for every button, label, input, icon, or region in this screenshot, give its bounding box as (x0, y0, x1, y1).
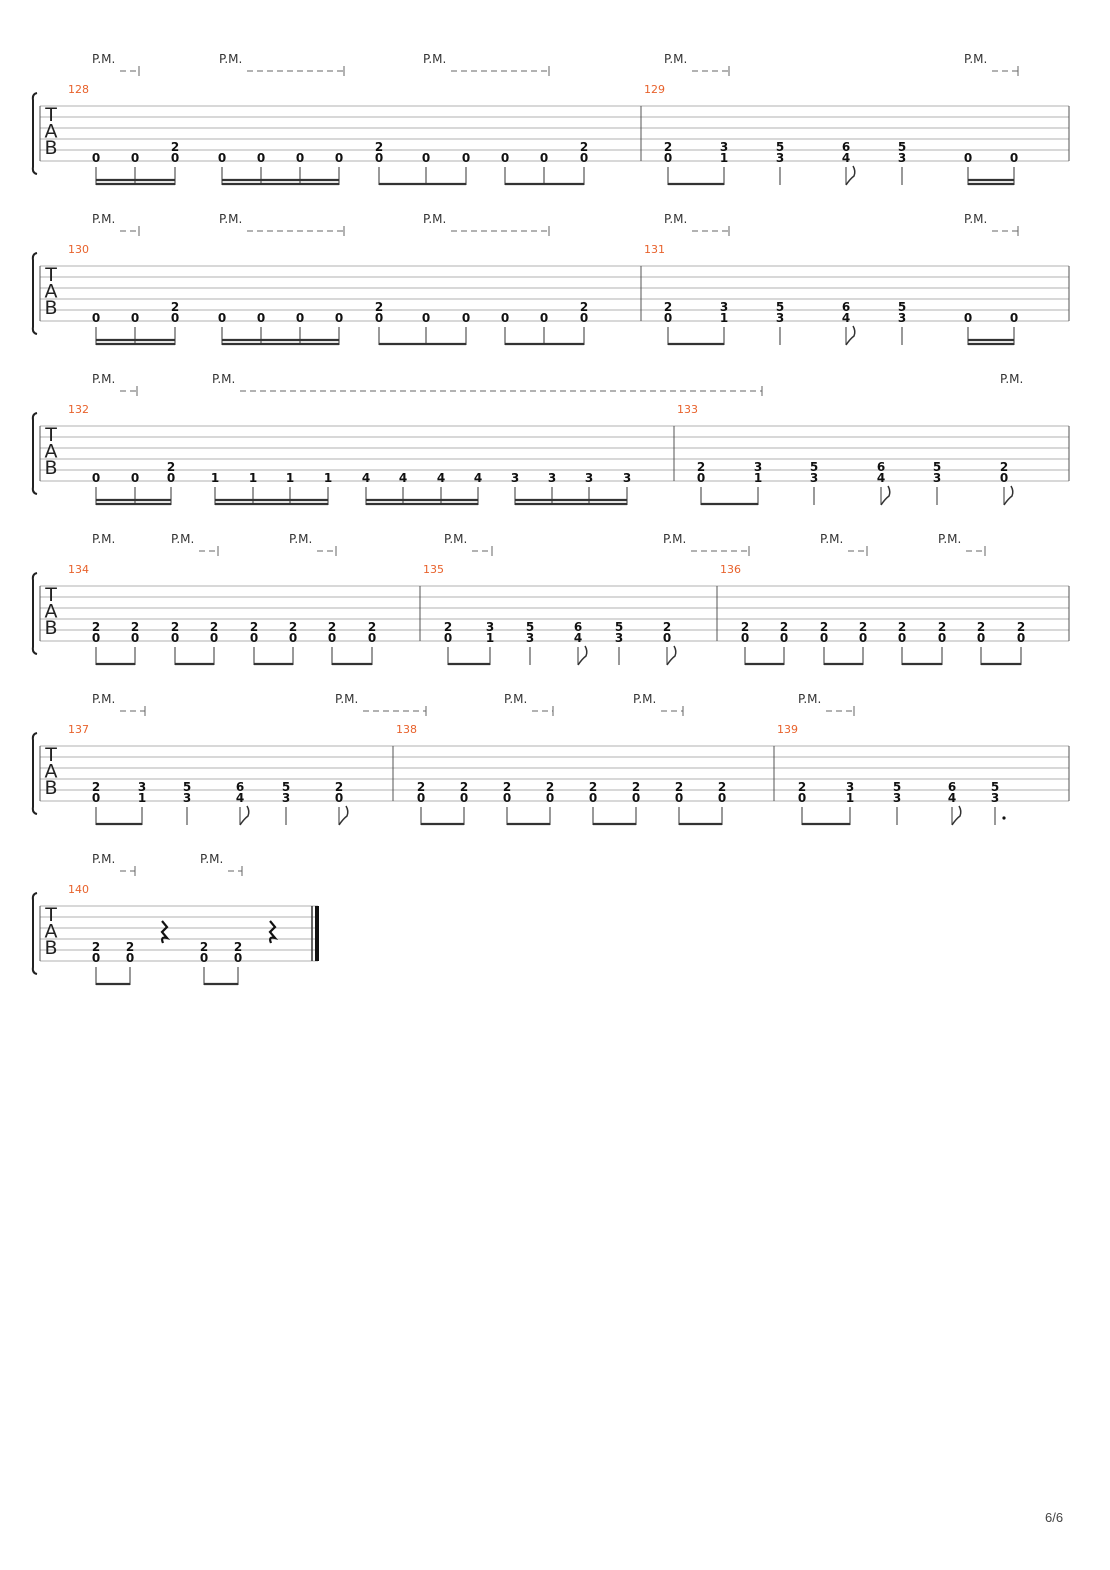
fret-number: 0 (91, 791, 101, 805)
fret-number: 0 (209, 631, 219, 645)
note-flag (339, 806, 348, 825)
fret-number: 0 (367, 631, 377, 645)
fret-number: 0 (819, 631, 829, 645)
fret-number: 0 (631, 791, 641, 805)
fret-number: 6 (876, 460, 886, 474)
measure-number: 133 (677, 403, 698, 416)
quarter-rest (270, 921, 275, 943)
fret-number: 1 (719, 151, 729, 165)
fret-number: 3 (719, 300, 729, 314)
palm-mute-label: P.M. (663, 532, 687, 546)
fret-number: 0 (125, 951, 135, 965)
fret-number: 0 (249, 631, 259, 645)
fret-number: 4 (235, 791, 245, 805)
fret-number: 2 (579, 140, 589, 154)
fret-number: 2 (367, 620, 377, 634)
fret-number: 4 (573, 631, 583, 645)
fret-number: 3 (753, 460, 763, 474)
fret-number: 5 (182, 780, 192, 794)
fret-number: 2 (130, 620, 140, 634)
fret-number: 2 (897, 620, 907, 634)
fret-number: 1 (845, 791, 855, 805)
fret-number: 5 (281, 780, 291, 794)
system-bracket (33, 253, 37, 334)
fret-number: 0 (170, 311, 180, 325)
fret-number: 0 (91, 631, 101, 645)
fret-number: 0 (663, 151, 673, 165)
fret-number: 3 (584, 471, 594, 485)
fret-number: 0 (130, 471, 140, 485)
fret-number: 3 (547, 471, 557, 485)
fret-number: 5 (897, 140, 907, 154)
fret-number: 0 (443, 631, 453, 645)
fret-number: 0 (858, 631, 868, 645)
fret-number: 3 (775, 311, 785, 325)
tab-clef-letter: B (44, 617, 58, 639)
palm-mute-label: P.M. (664, 212, 688, 226)
fret-number: 2 (443, 620, 453, 634)
fret-number: 2 (233, 940, 243, 954)
fret-number: 0 (334, 791, 344, 805)
note-flag (1004, 486, 1013, 505)
fret-number: 0 (779, 631, 789, 645)
fret-number: 2 (819, 620, 829, 634)
system-bracket (33, 573, 37, 654)
fret-number: 2 (374, 300, 384, 314)
fret-number: 0 (217, 151, 227, 165)
fret-number: 0 (91, 471, 101, 485)
fret-number: 3 (897, 311, 907, 325)
fret-number: 1 (210, 471, 220, 485)
fret-number: 1 (248, 471, 258, 485)
tab-clef-letter: T (45, 104, 57, 126)
tab-clef-letter: A (44, 600, 58, 623)
fret-number: 2 (91, 940, 101, 954)
fret-number: 0 (500, 311, 510, 325)
fret-number: 2 (717, 780, 727, 794)
fret-number: 0 (897, 631, 907, 645)
measure-number: 135 (423, 563, 444, 576)
fret-number: 0 (256, 151, 266, 165)
note-flag (667, 646, 676, 665)
fret-number: 3 (510, 471, 520, 485)
fret-number: 6 (947, 780, 957, 794)
fret-number: 0 (461, 311, 471, 325)
fret-number: 2 (937, 620, 947, 634)
fret-number: 4 (361, 471, 371, 485)
tab-clef-letter: T (45, 264, 57, 286)
palm-mute-label: P.M. (423, 52, 447, 66)
system-bracket (33, 413, 37, 494)
tab-system (33, 52, 1069, 185)
fret-number: 5 (614, 620, 624, 634)
fret-number: 0 (130, 311, 140, 325)
fret-number: 1 (137, 791, 147, 805)
fret-number: 5 (525, 620, 535, 634)
measure-number: 128 (68, 83, 89, 96)
fret-number: 4 (841, 311, 851, 325)
fret-number: 0 (937, 631, 947, 645)
palm-mute-label: P.M. (664, 52, 688, 66)
tab-system (33, 532, 1069, 665)
palm-mute-label: P.M. (92, 852, 116, 866)
fret-number: 6 (841, 140, 851, 154)
fret-number: 2 (416, 780, 426, 794)
system-bracket (33, 733, 37, 814)
fret-number: 0 (91, 151, 101, 165)
palm-mute-label: P.M. (444, 532, 468, 546)
fret-number: 0 (374, 311, 384, 325)
fret-number: 3 (525, 631, 535, 645)
fret-number: 2 (579, 300, 589, 314)
fret-number: 2 (740, 620, 750, 634)
fret-number: 0 (461, 151, 471, 165)
measure-number: 136 (720, 563, 741, 576)
measure-number: 130 (68, 243, 89, 256)
fret-number: 4 (436, 471, 446, 485)
fret-number: 0 (963, 151, 973, 165)
fret-number: 5 (775, 140, 785, 154)
fret-number: 2 (1016, 620, 1026, 634)
measure-number: 129 (644, 83, 665, 96)
fret-number: 2 (779, 620, 789, 634)
fret-number: 2 (249, 620, 259, 634)
note-flag (578, 646, 587, 665)
fret-number: 2 (631, 780, 641, 794)
fret-number: 3 (614, 631, 624, 645)
fret-number: 0 (502, 791, 512, 805)
fret-number: 3 (990, 791, 1000, 805)
fret-number: 2 (334, 780, 344, 794)
tab-clef-letter: A (44, 120, 58, 143)
fret-number: 2 (166, 460, 176, 474)
palm-mute-label: P.M. (1000, 372, 1024, 386)
fret-number: 0 (421, 311, 431, 325)
palm-mute-label: P.M. (92, 52, 116, 66)
fret-number: 0 (421, 151, 431, 165)
measure-number: 137 (68, 723, 89, 736)
fret-number: 2 (125, 940, 135, 954)
palm-mute-label: P.M. (171, 532, 195, 546)
tab-system (33, 212, 1069, 345)
fret-number: 0 (588, 791, 598, 805)
palm-mute-label: P.M. (964, 52, 988, 66)
fret-number: 2 (999, 460, 1009, 474)
palm-mute-label: P.M. (92, 532, 116, 546)
fret-number: 3 (719, 140, 729, 154)
palm-mute-label: P.M. (219, 52, 243, 66)
fret-number: 0 (579, 311, 589, 325)
fret-number: 0 (288, 631, 298, 645)
palm-mute-label: P.M. (504, 692, 528, 706)
fret-number: 0 (976, 631, 986, 645)
fret-number: 3 (622, 471, 632, 485)
fret-number: 5 (990, 780, 1000, 794)
tab-clef-letter: B (44, 777, 58, 799)
fret-number: 1 (323, 471, 333, 485)
palm-mute-label: P.M. (633, 692, 657, 706)
fret-number: 0 (334, 311, 344, 325)
system-bracket (33, 893, 37, 974)
fret-number: 0 (545, 791, 555, 805)
fret-number: 0 (170, 151, 180, 165)
fret-number: 3 (775, 151, 785, 165)
palm-mute-label: P.M. (212, 372, 236, 386)
fret-number: 5 (809, 460, 819, 474)
fret-number: 0 (374, 151, 384, 165)
measure-number: 138 (396, 723, 417, 736)
fret-number: 2 (374, 140, 384, 154)
fret-number: 0 (674, 791, 684, 805)
tab-clef-letter: A (44, 440, 58, 463)
fret-number: 0 (696, 471, 706, 485)
tab-clef-letter: A (44, 280, 58, 303)
palm-mute-label: P.M. (423, 212, 447, 226)
note-flag (952, 806, 961, 825)
tab-clef-letter: B (44, 137, 58, 159)
fret-number: 1 (753, 471, 763, 485)
fret-number: 2 (663, 140, 673, 154)
fret-number: 2 (663, 300, 673, 314)
tab-clef-letter: A (44, 920, 58, 943)
palm-mute-label: P.M. (219, 212, 243, 226)
fret-number: 0 (579, 151, 589, 165)
palm-mute-label: P.M. (938, 532, 962, 546)
palm-mute-label: P.M. (92, 212, 116, 226)
fret-number: 0 (233, 951, 243, 965)
fret-number: 2 (797, 780, 807, 794)
fret-number: 3 (182, 791, 192, 805)
note-flag (846, 166, 855, 185)
fret-number: 6 (841, 300, 851, 314)
fret-number: 2 (674, 780, 684, 794)
note-flag (240, 806, 249, 825)
fret-number: 0 (91, 311, 101, 325)
measure-number: 132 (68, 403, 89, 416)
fret-number: 2 (288, 620, 298, 634)
palm-mute-label: P.M. (335, 692, 359, 706)
fret-number: 2 (170, 620, 180, 634)
fret-number: 5 (892, 780, 902, 794)
fret-number: 1 (719, 311, 729, 325)
fret-number: 4 (841, 151, 851, 165)
tab-system (33, 372, 1069, 505)
tab-clef-letter: A (44, 760, 58, 783)
fret-number: 3 (897, 151, 907, 165)
fret-number: 0 (539, 311, 549, 325)
fret-number: 4 (398, 471, 408, 485)
fret-number: 2 (170, 300, 180, 314)
fret-number: 2 (662, 620, 672, 634)
fret-number: 0 (295, 311, 305, 325)
measure-number: 140 (68, 883, 89, 896)
measure-number: 139 (777, 723, 798, 736)
palm-mute-label: P.M. (798, 692, 822, 706)
fret-number: 0 (999, 471, 1009, 485)
fret-number: 5 (897, 300, 907, 314)
fret-number: 2 (588, 780, 598, 794)
note-flag (846, 326, 855, 345)
tab-clef-letter: B (44, 297, 58, 319)
fret-number: 3 (932, 471, 942, 485)
fret-number: 0 (295, 151, 305, 165)
fret-number: 0 (130, 631, 140, 645)
fret-number: 2 (858, 620, 868, 634)
fret-number: 1 (285, 471, 295, 485)
dot (1002, 816, 1005, 819)
fret-number: 0 (797, 791, 807, 805)
tab-clef-letter: T (45, 584, 57, 606)
fret-number: 0 (166, 471, 176, 485)
fret-number: 0 (217, 311, 227, 325)
fret-number: 0 (500, 151, 510, 165)
fret-number: 5 (932, 460, 942, 474)
fret-number: 6 (235, 780, 245, 794)
fret-number: 2 (976, 620, 986, 634)
fret-number: 0 (256, 311, 266, 325)
fret-number: 0 (130, 151, 140, 165)
note-flag (881, 486, 890, 505)
palm-mute-label: P.M. (820, 532, 844, 546)
fret-number: 4 (876, 471, 886, 485)
fret-number: 2 (91, 620, 101, 634)
fret-number: 2 (545, 780, 555, 794)
fret-number: 0 (740, 631, 750, 645)
fret-number: 3 (892, 791, 902, 805)
fret-number: 2 (170, 140, 180, 154)
fret-number: 0 (199, 951, 209, 965)
palm-mute-label: P.M. (200, 852, 224, 866)
fret-number: 3 (809, 471, 819, 485)
fret-number: 2 (209, 620, 219, 634)
tab-clef-letter: B (44, 457, 58, 479)
fret-number: 0 (334, 151, 344, 165)
fret-number: 3 (845, 780, 855, 794)
fret-number: 2 (502, 780, 512, 794)
fret-number: 0 (717, 791, 727, 805)
system-bracket (33, 93, 37, 174)
fret-number: 0 (327, 631, 337, 645)
fret-number: 0 (1009, 311, 1019, 325)
fret-number: 2 (459, 780, 469, 794)
fret-number: 0 (662, 631, 672, 645)
tab-clef-letter: B (44, 937, 58, 959)
tab-clef-letter: T (45, 744, 57, 766)
fret-number: 1 (485, 631, 495, 645)
fret-number: 0 (416, 791, 426, 805)
fret-number: 2 (91, 780, 101, 794)
palm-mute-label: P.M. (289, 532, 313, 546)
fret-number: 3 (485, 620, 495, 634)
fret-number: 4 (947, 791, 957, 805)
tab-clef-letter: T (45, 424, 57, 446)
fret-number: 0 (663, 311, 673, 325)
fret-number: 0 (539, 151, 549, 165)
fret-number: 0 (170, 631, 180, 645)
measure-number: 134 (68, 563, 89, 576)
fret-number: 2 (199, 940, 209, 954)
palm-mute-label: P.M. (92, 372, 116, 386)
page-number: 6/6 (1045, 1510, 1064, 1525)
fret-number: 2 (327, 620, 337, 634)
fret-number: 0 (1016, 631, 1026, 645)
tab-system (33, 852, 318, 985)
fret-number: 3 (137, 780, 147, 794)
fret-number: 4 (473, 471, 483, 485)
fret-number: 2 (696, 460, 706, 474)
tab-system (33, 692, 1069, 825)
fret-number: 0 (91, 951, 101, 965)
tab-clef-letter: T (45, 904, 57, 926)
fret-number: 0 (1009, 151, 1019, 165)
palm-mute-label: P.M. (92, 692, 116, 706)
quarter-rest (162, 921, 167, 943)
fret-number: 0 (963, 311, 973, 325)
palm-mute-label: P.M. (964, 212, 988, 226)
fret-number: 5 (775, 300, 785, 314)
fret-number: 6 (573, 620, 583, 634)
fret-number: 0 (459, 791, 469, 805)
measure-number: 131 (644, 243, 665, 256)
fret-number: 3 (281, 791, 291, 805)
